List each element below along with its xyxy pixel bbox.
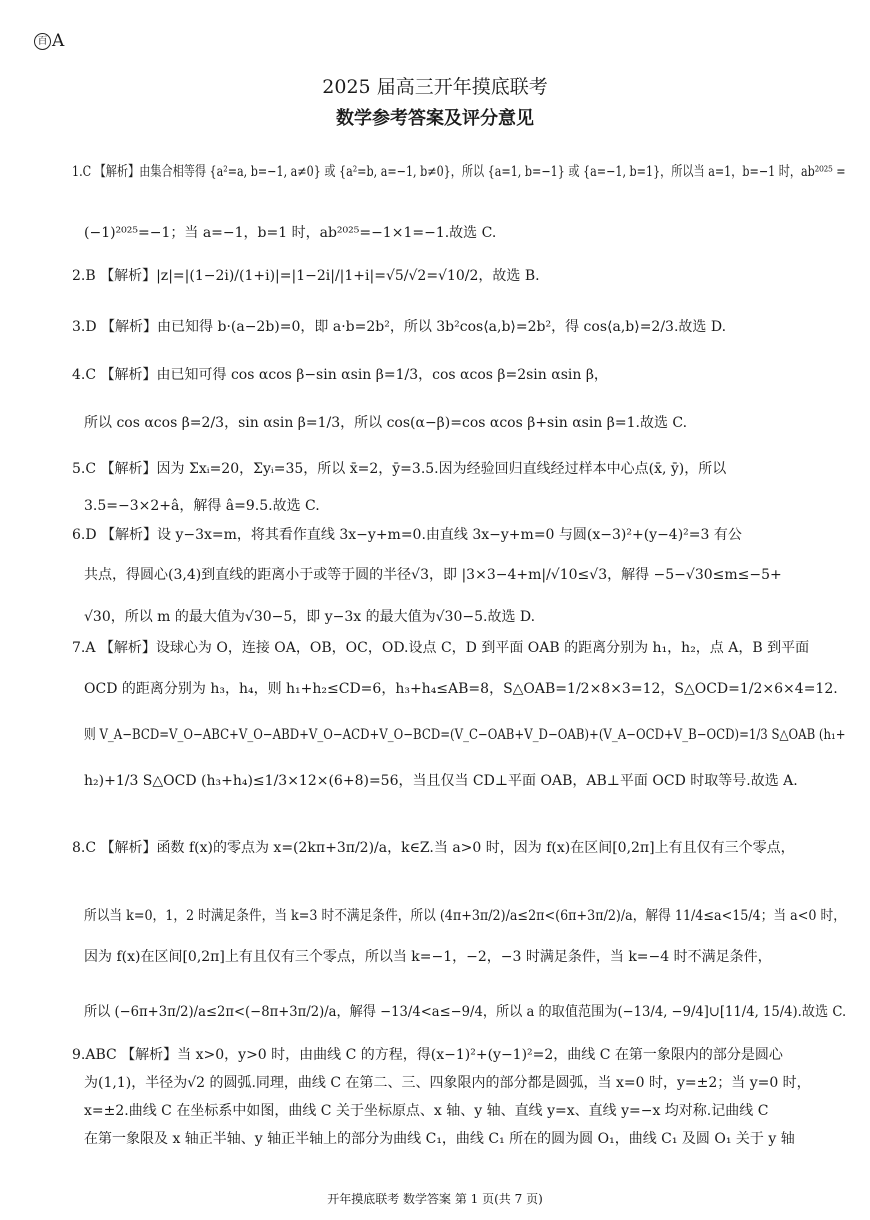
- badge-letter: A: [52, 31, 65, 51]
- answer-line: 3.D 【解析】由已知得 b·(a−2b)=0，即 a·b=2b²，所以 3b²cos⟨a,b⟩=2b²，得 cos⟨a,b⟩=2/3.故选 D.: [72, 319, 727, 335]
- answer-line: 所以 (−6π+3π/2)/a≤2π<(−8π+3π/2)/a，解得 −13/4<a≤−9/4，所以 a 的取值范围为(−13/4, −9/4]∪[11/4, 15/4).故选 C.: [84, 1004, 847, 1020]
- paper-badge: [34, 31, 64, 51]
- answer-line: OCD 的距离分别为 h₃，h₄，则 h₁+h₂≤CD=6，h₃+h₄≤AB=8，S△OAB=1/2×8×3=12，S△OCD=1/2×6×4=12.: [84, 681, 838, 697]
- answer-line: 所以 cos αcos β=2/3，sin αsin β=1/3，所以 cos(α−β)=cos αcos β+sin αsin β=1.故选 C.: [84, 415, 688, 431]
- answer-line: 为(1,1)，半径为√2 的圆弧.同理，曲线 C 在第二、三、四象限内的部分都是圆弧，当 x=0 时，y=±2；当 y=0 时，: [84, 1075, 811, 1091]
- answer-line: 6.D 【解析】设 y−3x=m，将其看作直线 3x−y+m=0.由直线 3x−y+m=0 与圆(x−3)²+(y−4)²=3 有公: [72, 527, 742, 543]
- answer-line: √30，所以 m 的最大值为√30−5，即 y−3x 的最大值为√30−5.故选 D.: [84, 609, 536, 625]
- answer-line: 3.5=−3×2+â，解得 â=9.5.故选 C.: [84, 498, 320, 514]
- answer-line: 1.C 【解析】由集合相等得 {a²=a, b=−1, a≠0} 或 {a²=b, a=−1, b≠0}，所以 {a=1, b=−1} 或 {a=−1, b=1}，所以当 a=1，b=−1 时，ab²⁰²⁵ =: [72, 164, 846, 180]
- page-subtitle: 数学参考答案及评分意见: [336, 108, 534, 129]
- answer-line: 7.A 【解析】设球心为 O，连接 OA，OB，OC，OD.设点 C，D 到平面 OAB 的距离分别为 h₁，h₂，点 A，B 到平面: [72, 640, 810, 656]
- answer-line: (−1)²⁰²⁵=−1；当 a=−1，b=1 时，ab²⁰²⁵=−1×1=−1.故选 C.: [84, 225, 497, 241]
- answer-line: 共点，得圆心(3,4)到直线的距离小于或等于圆的半径√3，即 |3×3−4+m|/√10≤√3，解得 −5−√30≤m≤−5+: [84, 567, 782, 583]
- answer-line: 8.C 【解析】函数 f(x)的零点为 x=(2kπ+3π/2)/a，k∈Z.当 a>0 时，因为 f(x)在区间[0,2π]上有且仅有三个零点，: [72, 840, 795, 856]
- answer-line: h₂)+1/3 S△OCD (h₃+h₄)≤1/3×12×(6+8)=56，当且仅当 CD⊥平面 OAB，AB⊥平面 OCD 时取等号.故选 A.: [84, 773, 798, 789]
- answer-line: 9.ABC 【解析】当 x>0，y>0 时，由曲线 C 的方程，得(x−1)²+(y−1)²=2，曲线 C 在第一象限内的部分是圆心: [72, 1047, 783, 1063]
- answer-line: 因为 f(x)在区间[0,2π]上有且仅有三个零点，所以当 k=−1，−2，−3 时满足条件，当 k=−4 时不满足条件，: [84, 949, 772, 965]
- page-footer: 开年摸底联考 数学答案 第 1 页(共 7 页): [327, 1192, 543, 1206]
- badge-circle: 百: [34, 33, 51, 50]
- answer-line: 在第一象限及 x 轴正半轴、y 轴正半轴上的部分为曲线 C₁，曲线 C₁ 所在的圆为圆 O₁，曲线 C₁ 及圆 O₁ 关于 y 轴: [84, 1131, 795, 1147]
- answer-line: 4.C 【解析】由已知可得 cos αcos β−sin αsin β=1/3，cos αcos β=2sin αsin β，: [72, 367, 608, 383]
- answer-line: 则 V_A−BCD=V_O−ABC+V_O−ABD+V_O−ACD+V_O−BCD=(V_C−OAB+V_D−OAB)+(V_A−OCD+V_B−OCD)=1/3 S△OAB (h₁+: [84, 727, 846, 743]
- answer-line: x=±2.曲线 C 在坐标系中如图，曲线 C 关于坐标原点、x 轴、y 轴、直线 y=x、直线 y=−x 均对称.记曲线 C: [84, 1103, 769, 1119]
- answer-line: 2.B 【解析】|z|=|(1−2i)/(1+i)|=|1−2i|/|1+i|=√5/√2=√10/2，故选 B.: [72, 268, 540, 284]
- answer-line: 5.C 【解析】因为 Σxᵢ=20，Σyᵢ=35，所以 x̄=2，ȳ=3.5.因为经验回归直线经过样本中心点(x̄, ȳ)，所以: [72, 461, 727, 477]
- answer-line: 所以当 k=0，1，2 时满足条件，当 k=3 时不满足条件，所以 (4π+3π/2)/a≤2π<(6π+3π/2)/a，解得 11/4≤a<15/4；当 a<0 时，: [84, 908, 846, 924]
- page-title: 2025 届高三开年摸底联考: [322, 76, 548, 98]
